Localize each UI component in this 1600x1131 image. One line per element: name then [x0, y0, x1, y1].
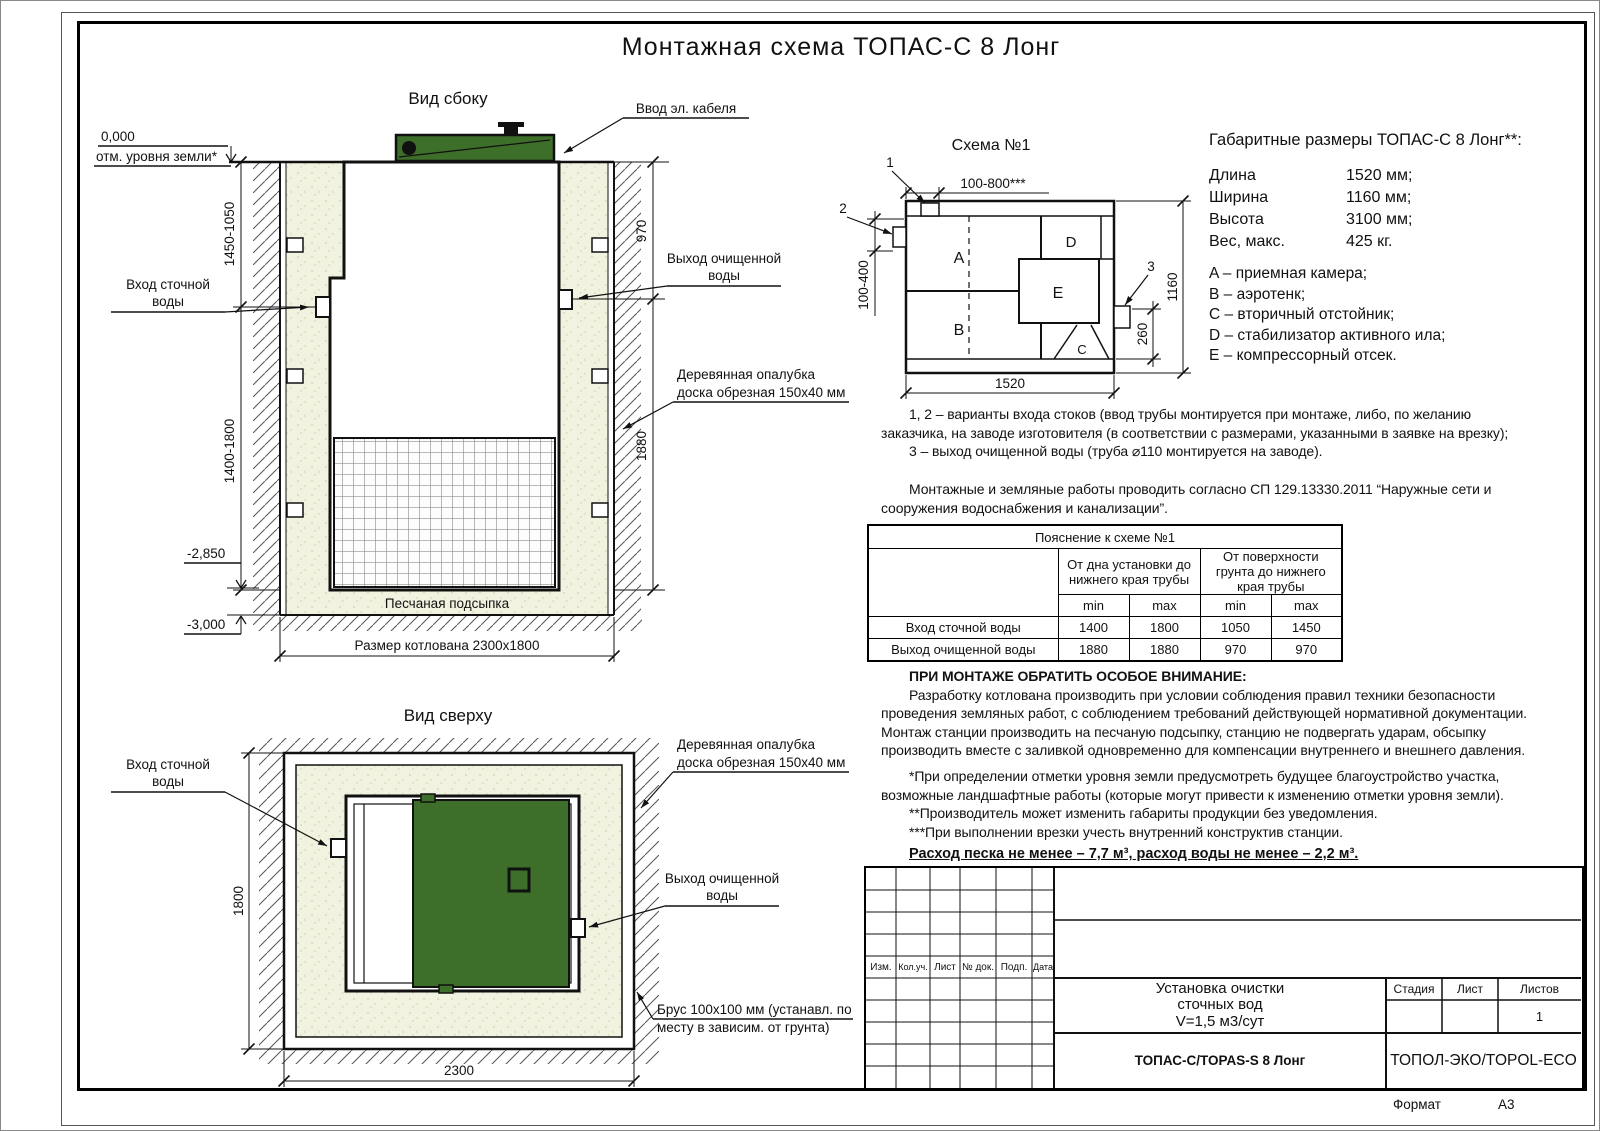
compartment-e: E [1052, 285, 1064, 302]
dim-260: 260 [1135, 322, 1150, 346]
dim-outlet-bottom: 1880 [634, 430, 649, 462]
tank-plan [331, 794, 585, 993]
callout-1: 1 [886, 155, 894, 170]
explanation-table [867, 524, 1343, 662]
dim-outlet-depth: 970 [634, 219, 649, 243]
spec-row-width: Ширина 1160 мм; [1209, 189, 1412, 206]
cable-entry-callout [564, 101, 749, 153]
stage-label: Стадия [1393, 982, 1435, 996]
legend-a: A – приемная камера; [1209, 265, 1368, 282]
sheets-label: Листов [1520, 982, 1559, 996]
level-zero-caption: отм. уровня земли* [96, 149, 217, 164]
outlet-callout [579, 251, 781, 298]
legend-d: D – стабилизатор активного ила; [1209, 326, 1446, 344]
table-group2-header: От поверхности грунта до нижнего края трубы [1200, 549, 1342, 595]
inlet-plan-label-2: воды [152, 774, 184, 789]
format-value: А3 [1498, 1097, 1515, 1112]
sheet-label: Лист [1456, 982, 1484, 996]
side-view-title: Вид сбоку [408, 89, 488, 108]
table-row: Выход очищенной воды 1880 1880 970 970 [868, 639, 1342, 662]
formwork-plan-label-1: Деревянная опалубка [677, 737, 816, 752]
outlet-plan-label-2: воды [706, 888, 738, 903]
outlet-label-1: Выход очищенной [666, 251, 782, 266]
compartment-legend [1209, 264, 1445, 367]
compartment-b: B [953, 322, 965, 339]
beam-label-1: Брус 100х100 мм (устанавл. по [657, 1002, 852, 1017]
spec-row-length: Длина 1520 мм; [1209, 167, 1413, 184]
table-max-header: max [1271, 595, 1342, 617]
rev-header-data: Дата [1033, 962, 1053, 972]
specs-list [1209, 165, 1412, 253]
dim-depth-upper: 1450-1050 [222, 201, 237, 267]
level-2850: -2,850 [187, 546, 226, 561]
rev-header-list: Лист [934, 961, 956, 973]
footnotes-block [881, 767, 1538, 841]
outlet-plan-label-1: Выход очищенной [664, 871, 780, 886]
format-label: Формат [1393, 1097, 1441, 1112]
sheets-value: 1 [1535, 1009, 1544, 1024]
attention-block [881, 667, 1538, 760]
callout-2: 2 [839, 201, 847, 216]
drawing-title: Монтажная схема ТОПАС-С 8 Лонг [621, 33, 1061, 61]
company-name: ТОПОЛ-ЭКО/TOPOL-ECO [1390, 1051, 1577, 1069]
table-min-header: min [1200, 595, 1271, 617]
ground-level-mark [94, 129, 236, 166]
specs-heading: Габаритные размеры ТОПАС-С 8 Лонг**: [1209, 131, 1522, 149]
legend-b: B – аэротенк; [1209, 285, 1306, 303]
table-max-header: max [1129, 595, 1200, 617]
schema-dim-length [901, 375, 1120, 399]
inlet-port-plan [331, 839, 346, 857]
legend-e: E – компрессорный отсек. [1209, 347, 1397, 364]
formwork-label-2: доска обрезная 150х40 мм [677, 385, 846, 400]
table-row: Вход сточной воды 1400 1800 1050 1450 [868, 617, 1342, 639]
compartment-d: D [1065, 234, 1077, 251]
level-3000: -3,000 [187, 617, 226, 632]
rev-header-izm: Изм. [870, 961, 892, 973]
dim-1160: 1160 [1165, 272, 1180, 302]
attention-body: Разработку котлована производить при условии соблюдения правил техники безопасности проведения земляных работ, с соблюдением требований действующей нормативной документации. Монтаж станции производить на песчаную подсыпку, станцию не подвергать ударам, обсыпку производить вместе с заливкой одновременно для компенсации внутреннего и внешнего давления. [881, 686, 1527, 758]
rev-header-ndok: № док. [961, 961, 995, 973]
dim-1800: 1800 [231, 885, 246, 917]
lid-vent-hole [402, 141, 416, 155]
table-corner-cell [868, 549, 1058, 617]
beam-label-2: месту в зависим. от грунта) [657, 1020, 830, 1035]
tank-ballast-grid [334, 438, 555, 587]
callout-3: 3 [1147, 259, 1155, 274]
inlet-label-2: воды [152, 294, 184, 309]
cable-entry-label: Ввод эл. кабеля [635, 101, 737, 116]
beam-callout [637, 992, 853, 1035]
table-title: Пояснение к схеме №1 [868, 525, 1342, 549]
compartment-a: A [953, 250, 965, 267]
title-block [864, 866, 1584, 1091]
level-mark-2850 [184, 546, 259, 588]
spec-row-weight: Вес, макс. 425 кг. [1209, 233, 1393, 250]
lid-plan [413, 800, 569, 987]
side-view-drawing [81, 83, 871, 683]
schema-dim-top [901, 176, 1050, 201]
schema-outlet-3 [1114, 306, 1130, 328]
lid-cap [498, 122, 524, 127]
notes-sp [881, 480, 1536, 517]
table-group1-header: От дна установки до нижнего края трубы [1058, 549, 1200, 595]
schema-drawing [831, 133, 1206, 405]
outlet-port-plan [571, 919, 585, 937]
model-name: ТОПАС-С/TOPAS-S 8 Лонг [1134, 1053, 1306, 1068]
tank-body [316, 162, 572, 590]
compartment-c: C [1077, 342, 1087, 357]
inlet-label-1: Вход сточной [126, 277, 210, 292]
note-variants-12: 1, 2 – варианты входа стоков (ввод трубы монтируется при монтаже, либо, по желанию заказчика, на заводе изготовителя (в соответствии с размерами, указанными в заявке на врезку); [881, 406, 1509, 441]
dim-2300: 2300 [443, 1063, 475, 1078]
sand-bed-label: Песчаная подсыпка [384, 596, 510, 611]
formwork-plan-label-2: доска обрезная 150х40 мм [677, 755, 846, 770]
footnote-3: ***При выполнении врезки учесть внутренний конструктив станции. [909, 823, 1343, 840]
top-view-drawing [81, 701, 881, 1093]
dim-100-400: 100-400 [856, 260, 871, 310]
note-variants-3: 3 – выход очищенной воды (труба ⌀110 монтируется на заводе). [909, 443, 1323, 459]
consumption-note: Расход песка не менее – 7,7 м³, расход воды не менее – 2,2 м³. [909, 846, 1359, 862]
table-min-header: min [1058, 595, 1129, 617]
formwork-callout [623, 367, 849, 429]
formwork-label-1: Деревянная опалубка [677, 367, 816, 382]
rev-header-podp: Подп. [1000, 961, 1028, 973]
schema-title: Схема №1 [951, 137, 1031, 154]
outlet-port [559, 290, 572, 309]
dim-100-800: 100-800*** [960, 176, 1026, 191]
footnote-2: **Производитель может изменить габариты продукции без уведомления. [909, 805, 1378, 821]
dim-depth-lower: 1400-1800 [222, 418, 237, 484]
outlet-label-2: воды [708, 268, 740, 283]
schema-tank-outline [893, 201, 1130, 373]
schema-inlet-2 [893, 227, 906, 247]
dim-1520: 1520 [994, 376, 1026, 391]
inlet-port [316, 297, 330, 317]
notes-variants [881, 405, 1536, 461]
footnote-1: *При определении отметки уровня земли предусмотреть будущее благоустройство участка, возможные ландшафтные работы (которые могут привести к изменению отметки уровня земли). [881, 768, 1504, 803]
level-mark-3000 [184, 616, 246, 634]
doc-name: Установка очистки сточных вод V=1,5 м3/сут [1155, 979, 1285, 1030]
top-view-title: Вид сверху [403, 706, 493, 725]
schema-inlet-1 [921, 203, 939, 216]
tank-lid [396, 122, 554, 161]
rev-header-koluch: Кол.уч. [898, 962, 928, 972]
pit-size-label: Размер котлована 2300х1800 [354, 638, 540, 653]
attention-heading: ПРИ МОНТАЖЕ ОБРАТИТЬ ОСОБОЕ ВНИМАНИЕ: [909, 668, 1247, 684]
legend-c: C – вторичный отстойник; [1209, 306, 1395, 323]
note-sp-text: Монтажные и земляные работы проводить согласно СП 129.13330.2011 “Наружные сети и сооружения водоснабжения и канализации”. [881, 481, 1492, 516]
spec-row-height: Высота 3100 мм; [1209, 211, 1413, 228]
inlet-plan-label-1: Вход сточной [126, 757, 210, 772]
level-zero: 0,000 [101, 129, 135, 144]
formwork-callout-plan [641, 737, 849, 808]
